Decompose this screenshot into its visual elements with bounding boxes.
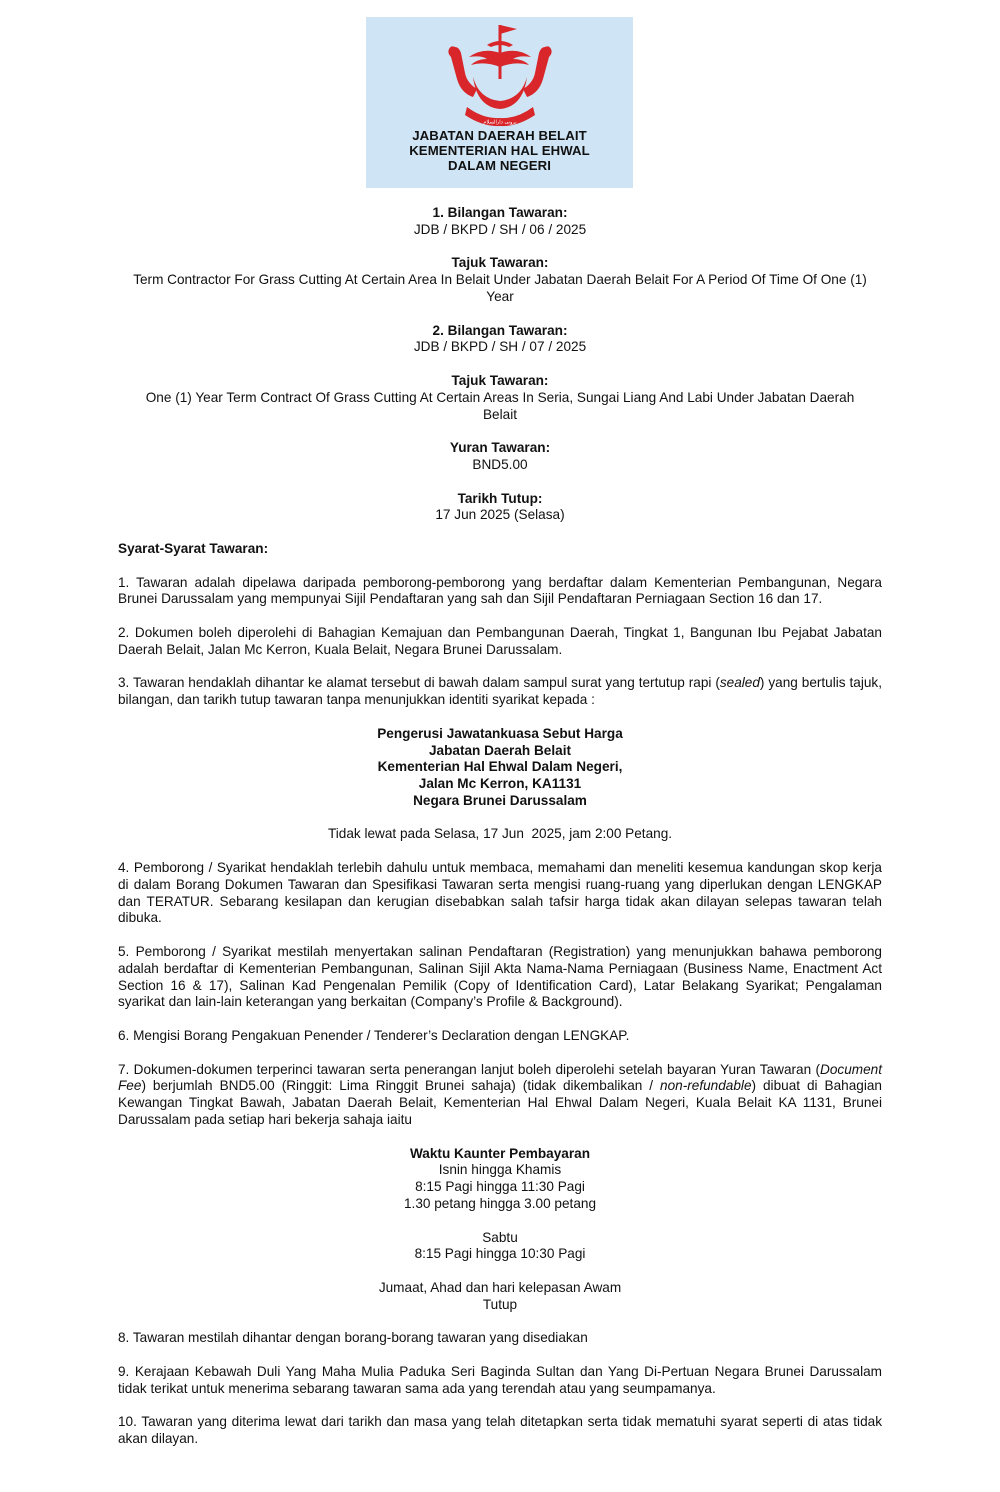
- address-line-2: Jabatan Daerah Belait: [428, 742, 572, 758]
- closed-days: Jumaat, Ahad dan hari kelepasan Awam: [378, 1280, 622, 1295]
- condition-7-text-c: ) dibuat di Bahagian Kewangan Tingkat Bawah, Jabatan Daerah Belait, Kementerian Hal Ehwal Dalam Negeri, Kuala Belait KA 1131, Brunei Darussalam pada setiap hari bekerja sahaja iaitu: [118, 1078, 882, 1128]
- closing-date-block: [118, 491, 882, 525]
- saturday-hours: 8:15 Pagi hingga 10:30 Pagi: [414, 1246, 586, 1262]
- fee-value: BND5.00: [472, 456, 528, 472]
- closed-label: Tutup: [482, 1296, 518, 1312]
- tender-2-title: One (1) Year Term Contract Of Grass Cutting At Certain Areas In Seria, Sungai Liang And Labi Under Jabatan Daerah Belait: [145, 389, 855, 422]
- condition-3: [118, 675, 882, 709]
- counter-hours-saturday: [118, 1230, 882, 1264]
- counter-hours-weekday: [118, 1146, 882, 1213]
- condition-4: 4. Pemborong / Syarikat hendaklah terlebih dahulu untuk membaca, memahami dan meneliti kesemua kandungan skop kerja di dalam Borang Dokumen Tawaran dan Spesifikasi Tawaran serta mengisi ruang-ruang yang diperlukan dengan LENGKAP dan TERATUR. Sebarang kesilapan dan kerugian disebabkan salah tafsir harga tidak akan dilayan selepas tawaran telah dibuka.: [118, 860, 882, 926]
- tender-1-title-block: [118, 255, 882, 305]
- condition-3-italic: sealed: [719, 675, 760, 691]
- document-body: [118, 205, 882, 1465]
- tender-1-title-label: Tajuk Tawaran:: [451, 255, 549, 271]
- header-banner: [366, 17, 633, 188]
- fee-label: Yuran Tawaran:: [449, 440, 551, 456]
- brunei-crest-icon: [443, 23, 557, 131]
- condition-3-text-a: 3. Tawaran hendaklah dihantar ke alamat tersebut di bawah dalam sampul surat yang tertutup rapi (: [118, 675, 720, 691]
- org-line-3: DALAM NEGERI: [447, 158, 552, 173]
- submission-deadline: Tidak lewat pada Selasa, 17 Jun 2025, jam 2:00 Petang.: [327, 826, 673, 842]
- fee-block: [118, 440, 882, 474]
- closing-date-value: 17 Jun 2025 (Selasa): [435, 507, 565, 523]
- address-line-1: Pengerusi Jawatankuasa Sebut Harga: [377, 725, 623, 741]
- condition-1: 1. Tawaran adalah dipelawa daripada pemborong-pemborong yang berdaftar dalam Kementerian Pembangunan, Negara Brunei Darussalam yang mempunyai Sijil Pendaftaran yang sah dan Sijil Pendaftaran Perniagaan Section 16 dan 17.: [118, 574, 882, 607]
- tender-2-title-block: [118, 373, 882, 423]
- organization-name: [366, 128, 633, 173]
- condition-7-text-b: ) berjumlah BND5.00 (Ringgit: Lima Ringgit Brunei sahaja) (tidak dikembalikan /: [141, 1078, 661, 1094]
- org-line-1: JABATAN DAERAH BELAIT: [412, 128, 587, 143]
- condition-8: 8. Tawaran mestilah dihantar dengan borang-borang tawaran yang disediakan: [118, 1330, 588, 1346]
- condition-7-text-a: 7. Dokumen-dokumen terperinci tawaran serta penerangan lanjut boleh diperolehi setelah bayaran Yuran Tawaran (: [118, 1061, 821, 1077]
- weekday-label: Isnin hingga Khamis: [438, 1162, 562, 1178]
- submission-address: [118, 726, 882, 810]
- counter-closed-days: [118, 1280, 882, 1314]
- weekday-afternoon-hours: 1.30 petang hingga 3.00 petang: [404, 1196, 596, 1212]
- condition-2: 2. Dokumen boleh diperolehi di Bahagian Kemajuan dan Pembangunan Daerah, Tingkat 1, Bangunan Ibu Pejabat Jabatan Daerah Belait, Jalan Mc Kerron, Kuala Belait, Negara Brunei Darussalam.: [118, 624, 882, 657]
- condition-9: 9. Kerajaan Kebawah Duli Yang Maha Mulia Paduka Seri Baginda Sultan dan Yang Di-Pertuan Negara Brunei Darussalam tidak terikat untuk menerima sebarang tawaran sama ada yang terendah atau yang seumpamanya.: [118, 1363, 882, 1396]
- condition-6: 6. Mengisi Borang Pengakuan Penender / Tenderer’s Declaration dengan LENGKAP.: [118, 1028, 630, 1044]
- counter-hours-heading: Waktu Kaunter Pembayaran: [409, 1145, 591, 1161]
- saturday-label: Sabtu: [482, 1229, 518, 1245]
- org-line-2: KEMENTERIAN HAL EHWAL: [409, 143, 590, 158]
- condition-7: [118, 1062, 882, 1129]
- svg-text:برونى دارالسلام: برونى دارالسلام: [483, 119, 517, 126]
- weekday-morning-hours: 8:15 Pagi hingga 11:30 Pagi: [415, 1179, 585, 1195]
- condition-10: 10. Tawaran yang diterima lewat dari tarikh dan masa yang telah ditetapkan serta tidak mematuhi syarat seperti di atas tidak akan dilayan.: [118, 1414, 882, 1447]
- tender-2-title-label: Tajuk Tawaran:: [451, 372, 549, 388]
- closing-date-label: Tarikh Tutup:: [457, 490, 543, 506]
- tender-1-number-label: 1. Bilangan Tawaran:: [432, 205, 568, 220]
- tender-1-number: JDB / BKPD / SH / 06 / 2025: [413, 221, 587, 237]
- tender-2-number-block: [118, 323, 882, 357]
- tender-1-title: Term Contractor For Grass Cutting At Certain Area In Belait Under Jabatan Daerah Belait For A Period Of Time Of One (1) Year: [133, 272, 867, 304]
- tender-1-number-block: [118, 205, 882, 239]
- tender-2-number: JDB / BKPD / SH / 07 / 2025: [413, 339, 587, 355]
- address-line-3: Kementerian Hal Ehwal Dalam Negeri,: [377, 759, 623, 775]
- condition-3-text-b: ) yang bertulis tajuk, bilangan, dan tarikh tutup tawaran tanpa menunjukkan identiti syarikat kepada :: [118, 675, 882, 708]
- conditions-heading: Syarat-Syarat Tawaran:: [118, 540, 269, 556]
- condition-7-italic-a: Document Fee: [118, 1061, 882, 1094]
- condition-5: 5. Pemborong / Syarikat mestilah menyertakan salinan Pendaftaran (Registration) yang menunjukkan bahawa pemborong adalah berdaftar di Kementerian Pembangunan, Salinan Sijil Akta Nama-Nama Perniagaan (Business Name, Enactment Act Section 16 & 17), Salinan Kad Pengenalan Pemilik (Copy of Identification Card), Latar Belakang Syarikat; Pengalaman syarikat dan lain-lain keterangan yang berkaitan (Company’s Profile & Background).: [118, 944, 882, 1010]
- address-line-4: Jalan Mc Kerron, KA1131: [418, 776, 582, 792]
- tender-2-number-label: 2. Bilangan Tawaran:: [432, 322, 568, 338]
- address-line-5: Negara Brunei Darussalam: [413, 792, 587, 808]
- condition-7-italic-b: non-refundable: [660, 1078, 752, 1094]
